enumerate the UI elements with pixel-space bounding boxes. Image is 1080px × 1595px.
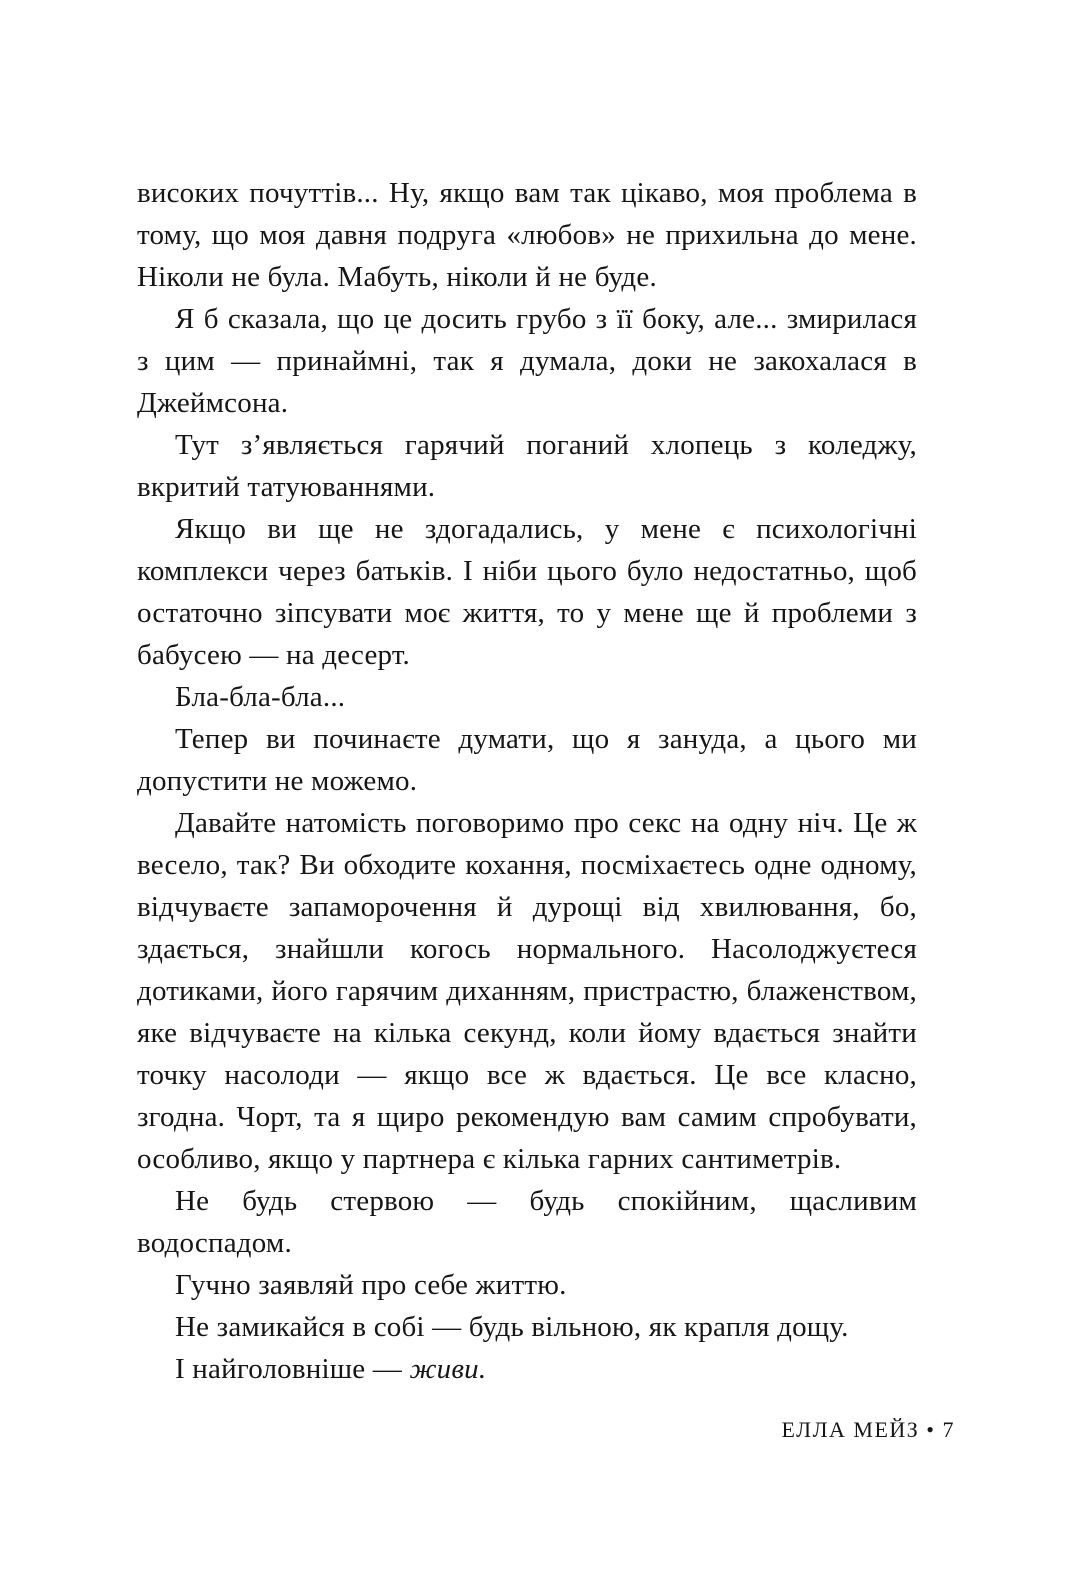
- paragraph-text: Якщо ви ще не здогадались, у мене є психологічні комплекси через батьків. І ніби цього було недостатньо, щоб остаточно зіпсувати моє життя, то у мене ще й проблеми з бабусею — на десерт.: [137, 513, 917, 671]
- paragraph-text: Давайте натомість поговоримо про секс на одну ніч. Це ж весело, так? Ви обходите кохання, посміхаєтесь одне одному, відчуваєте запаморочення й дурощі від хвилювання, бо, здається, знайшли когось нормального. Насолоджуєтеся дотиками, його гарячим диханням, пристрастю, блаженством, яке відчуваєте на кілька секунд, коли йому вдається знайти точку насолоди — якщо все ж вдається. Це все класно, згодна. Чорт, та я щиро рекомендую вам самим спробувати, особливо, якщо у партнера є кілька гарних сантиметрів.: [137, 807, 917, 1175]
- footer-page-number: 7: [942, 1417, 955, 1442]
- paragraph: [137, 508, 917, 676]
- paragraph-text: Я б сказала, що це досить грубо з її боку, але... змирилася з цим — принаймні, так я думала, доки не закохалася в Джеймсона.: [137, 303, 917, 419]
- paragraph: [137, 1306, 917, 1348]
- paragraph-text: Тепер ви починаєте думати, що я зануда, а цього ми допустити не можемо.: [137, 723, 917, 797]
- paragraph: [137, 172, 917, 298]
- paragraph-text: Тут з’являється гарячий поганий хлопець з коледжу, вкритий татуюваннями.: [137, 429, 917, 503]
- text-block: [137, 172, 917, 1390]
- footer-separator: •: [926, 1417, 936, 1442]
- paragraph: [137, 1348, 917, 1390]
- paragraph-text: Гучно заявляй про себе життю.: [175, 1269, 567, 1301]
- paragraph: [137, 1264, 917, 1306]
- paragraph: [137, 1180, 917, 1264]
- paragraph-text: Не будь стервою — будь спокійним, щасливим водоспадом.: [137, 1185, 917, 1259]
- footer-author: ЕЛЛА МЕЙЗ: [781, 1417, 920, 1442]
- paragraph: [137, 676, 917, 718]
- paragraph: [137, 802, 917, 1180]
- paragraph-text: високих почуттів... Ну, якщо вам так цікаво, моя проблема в тому, що моя давня подруга «любов» не прихильна до мене. Ніколи не була. Мабуть, ніколи й не буде.: [137, 177, 917, 293]
- paragraph-text: Бла-бла-бла...: [175, 681, 346, 713]
- paragraph-text: І найголовніше —: [175, 1353, 410, 1385]
- page-footer: [782, 1416, 956, 1444]
- paragraph: [137, 424, 917, 508]
- paragraph-text-italic: живи.: [409, 1353, 487, 1385]
- paragraph: [137, 298, 917, 424]
- paragraph-text: Не замикайся в собі — будь вільною, як крапля дощу.: [175, 1311, 849, 1343]
- paragraph: [137, 718, 917, 802]
